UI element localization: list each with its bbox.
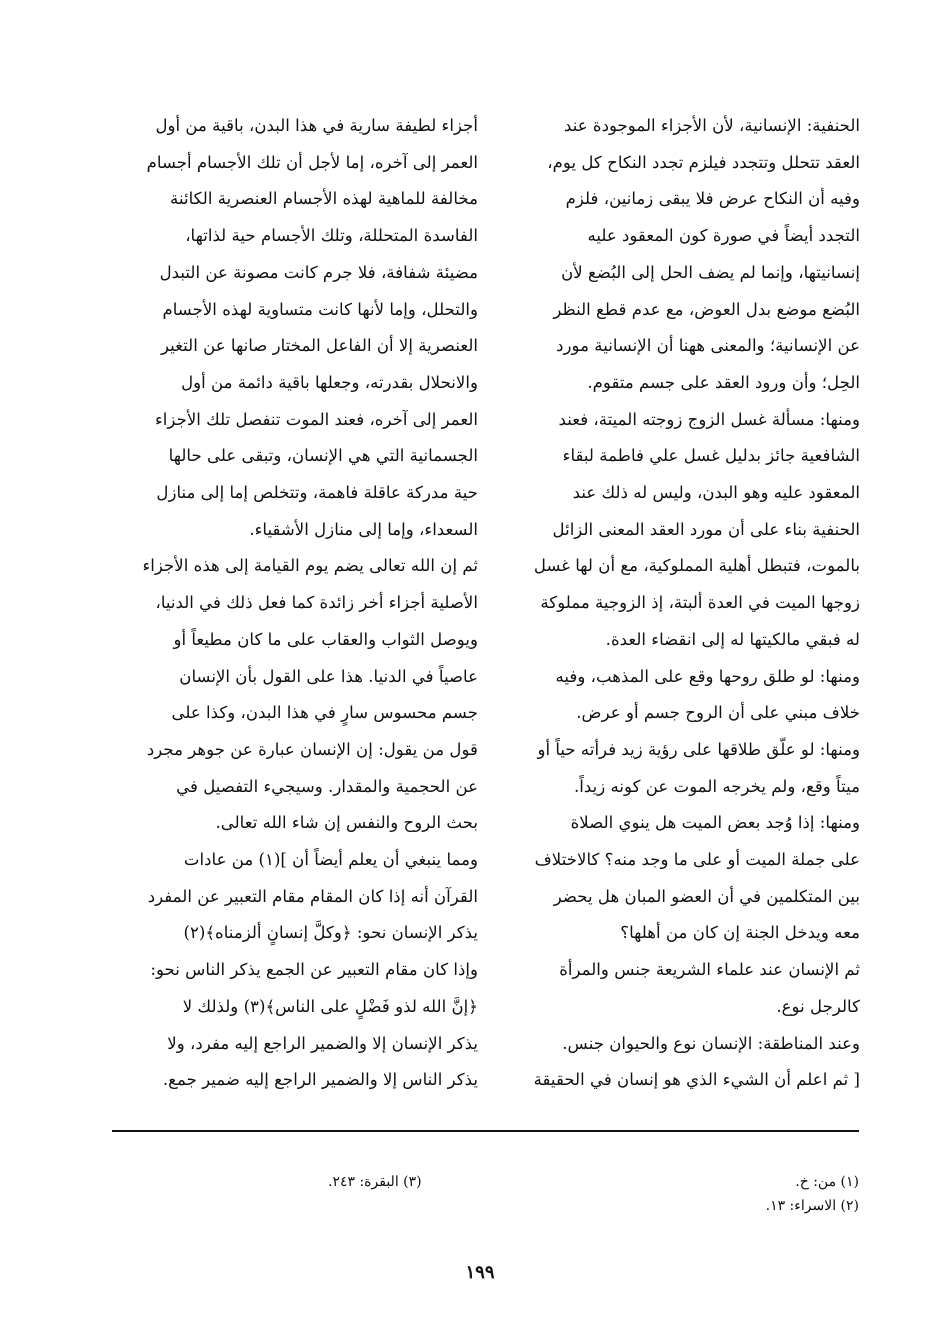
footnote: (٣) البقرة: ٢٤٣.	[328, 1174, 422, 1190]
text-line: ميتاً وقع، ولم يخرجه الموت عن كونه زيداً.	[574, 776, 860, 796]
text-line: ثم الإنسان عند علماء الشريعة جنس والمرأة	[559, 960, 860, 980]
text-line: الحنفية بناء على أن مورد العقد المعنى الزائل	[552, 519, 860, 539]
page-number: ١٩٩	[465, 1262, 495, 1283]
text-line: التجدد أيضاً في صورة كون المعقود عليه	[587, 226, 860, 246]
text-line: العمر إلى آخره، إما لأجل أن تلك الأجسام أجسام	[146, 152, 478, 172]
text-line: العنصرية إلا أن الفاعل المختار صانها عن التغير	[160, 336, 478, 356]
text-line: ومنها: مسألة غسل الزوج زوجته الميتة، فعند	[558, 409, 860, 429]
text-line: ومنها: لو علّق طلاقها على رؤية زيد فرأته حياً أو	[537, 739, 860, 759]
footnotes-right	[766, 1170, 859, 1218]
text-line: حية مدركة عاقلة فاهمة، وتتخلص إما إلى منازل	[156, 483, 478, 503]
text-line: وفيه أن النكاح عرض فلا يبقى زمانين، فلزم	[565, 189, 860, 209]
text-line: وعند المناطقة: الإنسان نوع والحيوان جنس.	[562, 1033, 860, 1053]
text-line: معه ويدخل الجنة إن كان من أهلها؟	[620, 923, 860, 943]
text-line: بحث الروح والنفس إن شاء الله تعالى.	[215, 813, 478, 833]
text-line: الفاسدة المتحللة، وتلك الأجسام حية لذاتها،	[185, 226, 478, 246]
footnote-divider	[112, 1130, 859, 1132]
text-line: البُضع موضع بدل العوض، مع عدم قطع النظر	[553, 299, 860, 319]
right-text-column	[470, 108, 860, 1099]
text-line: عن الحجمية والمقدار. وسيجيء التفصيل في	[176, 776, 478, 796]
footnote: (١) من: خ.	[795, 1174, 859, 1190]
text-line: إنسانيتها، وإنما لم يضف الحل إلى البُضع لأن	[561, 262, 860, 282]
text-line: ﴿إنَّ الله لذو فَضْلٍ على الناس﴾(٣) ولذلك لا	[182, 996, 478, 1016]
text-line: عاصياً في الدنيا. هذا على القول بأن الإنسان	[179, 666, 478, 686]
text-line: ومنها: لو طلق روحها وقع على المذهب، وفيه	[555, 666, 860, 686]
text-line: والانحلال بقدرته، وجعلها باقية دائمة من أول	[181, 372, 478, 392]
text-line: خلاف مبني على أن الروح جسم أو عرض.	[576, 703, 860, 723]
text-line: بين المتكلمين في أن العضو المبان هل يحضر	[553, 886, 860, 906]
text-line: مخالفة للماهية لهذه الأجسام العنصرية الكائنة	[170, 189, 478, 209]
text-line: يذكر الإنسان إلا والضمير الراجع إليه مفرد، ولا	[167, 1033, 478, 1053]
text-line: بالموت، فتبطل أهلية المملوكية، مع أن لها غسل	[533, 556, 860, 576]
text-line: القرآن أنه إذا كان المقام مقام التعبير عن المفرد	[147, 886, 478, 906]
text-line: زوجها الميت في العدة ألبتة، إذ الزوجية مملوكة	[540, 593, 860, 613]
text-line: والتحلل، وإما لأنها كانت متساوية لهذه الأجسام	[162, 299, 478, 319]
text-line: أجزاء لطيفة سارية في هذا البدن، باقية من أول	[155, 116, 478, 135]
text-line: على جملة الميت أو على ما وجد منه؟ كالاختلاف	[534, 850, 860, 870]
text-line: الشافعية جائز بدليل غسل علي فاطمة لبقاء	[562, 446, 860, 466]
text-line: الأصلية أجزاء أخر زائدة كما فعل ذلك في الدنيا،	[155, 593, 478, 613]
footnotes-left	[328, 1170, 422, 1194]
text-line: قول من يقول: إن الإنسان عبارة عن جوهر مجرد	[146, 739, 478, 759]
text-line: يذكر الإنسان نحو: ﴿وكلَّ إنسانٍ ألزمناه﴾(٢)	[183, 923, 478, 943]
text-line: يذكر الناس إلا والضمير الراجع إليه ضمير جمع.	[162, 1070, 478, 1090]
left-text-column	[88, 108, 478, 1099]
text-line: عن الإنسانية؛ والمعنى ههنا أن الإنسانية مورد	[556, 336, 860, 356]
text-line: الحِل؛ وأن ورود العقد على جسم متقوم.	[587, 372, 860, 392]
text-line: ويوصل الثواب والعقاب على ما كان مطيعاً أو	[173, 629, 478, 649]
text-line: ومما ينبغي أن يعلم أيضاً أن ](١) من عادات	[183, 850, 478, 870]
text-line: المعقود عليه وهو البدن، وليس له ذلك عند	[572, 483, 860, 503]
text-line: الجسمانية التي هي الإنسان، وتبقى على حالها	[168, 446, 478, 466]
text-line: له فبقي مالكيتها له إلى انقضاء العدة.	[605, 629, 860, 649]
text-line: مضيئة شفافة، فلا جرم كانت مصونة عن التبدل	[159, 262, 478, 282]
text-line: ومنها: إذا وُجد بعض الميت هل ينوي الصلاة	[570, 813, 860, 833]
text-line: جسم محسوس سارٍ في هذا البدن، وكذا على	[171, 703, 478, 723]
text-line: السعداء، وإما إلى منازل الأشقياء.	[249, 519, 478, 539]
text-line: ثم إن الله تعالى يضم يوم القيامة إلى هذه الأجزاء	[142, 556, 478, 576]
text-line: العقد تتحلل وتتجدد فيلزم تجدد النكاح كل يوم،	[547, 152, 860, 172]
text-line: كالرجل نوع.	[776, 996, 860, 1016]
text-line: [ ثم اعلم أن الشيء الذي هو إنسان في الحقيقة	[533, 1070, 860, 1090]
text-line: الحنفية: الإنسانية، لأن الأجزاء الموجودة عند	[564, 116, 860, 135]
footnote: (٢) الاسراء: ١٣.	[765, 1198, 859, 1214]
text-line: وإذا كان مقام التعبير عن الجمع يذكر الناس نحو:	[150, 960, 478, 980]
text-line: العمر إلى آخره، فعند الموت تنفصل تلك الأجزاء	[155, 409, 478, 429]
